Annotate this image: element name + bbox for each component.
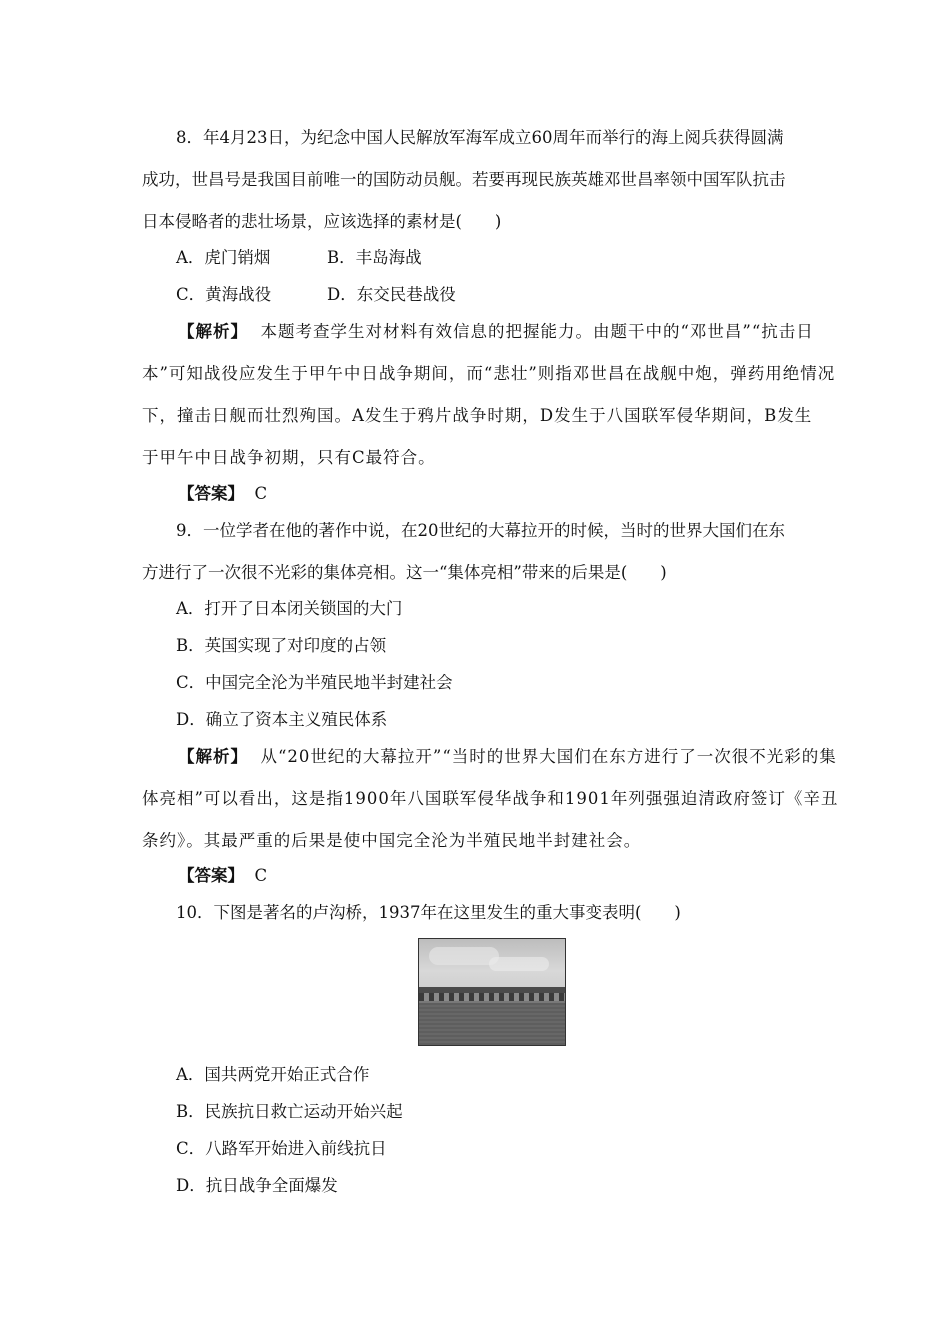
q8-stem-line-3: 日本侵略者的悲壮场景，应该选择的素材是( ) [142,212,502,231]
q8-option-row-1 [176,246,422,270]
q10-stem: 10．下图是著名的卢沟桥，1937年在这里发生的重大事变表明( ) [176,903,681,922]
q8-analysis-label: 【解析】 [178,322,248,341]
q10-option-a: A．国共两党开始正式合作 [176,1065,370,1084]
q8-option-a: A．虎门销烟 [176,248,271,267]
q8-answer [178,482,267,506]
q8-stem-line-2: 成功，世昌号是我国目前唯一的国防动员舰。若要再现民族英雄邓世昌率领中国军队抗击 [142,170,786,189]
q8-analysis-line-2: 本”可知战役应发生于甲午中日战争期间，而“悲壮”则指邓世昌在战舰中炮，弹药用绝情况 [142,364,836,383]
q9-analysis-line-3: 条约》。其最严重的后果是使中国完全沦为半殖民地半封建社会。 [142,831,642,850]
q8-option-b: B．丰岛海战 [327,248,422,267]
q10-option-b: B．民族抗日救亡运动开始兴起 [176,1102,403,1121]
q8-option-d: D．东交民巷战役 [327,285,456,304]
q9-analysis-label: 【解析】 [178,747,248,766]
q9-stem-line-2: 方进行了一次很不光彩的集体亮相。这一“集体亮相”带来的后果是( ) [142,563,667,582]
q9-analysis-line-2: 体亮相”可以看出，这是指1900年八国联军侵华战争和1901年列强强迫清政府签订《辛丑 [142,789,839,808]
q10-option-c: C．八路军开始进入前线抗日 [176,1139,387,1158]
q8-option-row-2 [176,283,456,307]
q9-analysis-line-1 [178,745,837,769]
q9-option-d: D．确立了资本主义殖民体系 [176,710,388,729]
q9-stem-line-1: 9．一位学者在他的著作中说，在20世纪的大幕拉开的时候，当时的世界大国们在东 [176,521,785,540]
q8-analysis-line-4: 于甲午中日战争初期，只有C最符合。 [142,448,436,467]
q9-answer-label: 【答案】 [178,866,244,885]
q8-option-c: C．黄海战役 [176,285,272,304]
q8-answer-value: C [254,484,268,503]
q9-answer [178,864,267,888]
lugou-bridge-photo [418,938,566,1046]
q9-answer-value: C [254,866,268,885]
q9-option-b: B．英国实现了对印度的占领 [176,636,387,655]
q10-option-d: D．抗日战争全面爆发 [176,1176,338,1195]
q9-analysis-text-1: 从“20世纪的大幕拉开”“当时的世界大国们在东方进行了一次很不光彩的集 [260,747,837,766]
q8-analysis-line-3: 下，撞击日舰而壮烈殉国。A发生于鸦片战争时期，D发生于八国联军侵华期间，B发生 [142,406,813,425]
q8-stem-line-1: 8．年4月23日，为纪念中国人民解放军海军成立60周年而举行的海上阅兵获得圆满 [176,128,784,147]
q9-option-a: A．打开了日本闭关锁国的大门 [176,599,403,618]
q8-analysis-line-1 [178,320,814,344]
q8-analysis-text-1: 本题考查学生对材料有效信息的把握能力。由题干中的“邓世昌”“抗击日 [260,322,814,341]
q8-answer-label: 【答案】 [178,484,244,503]
q9-option-c: C．中国完全沦为半殖民地半封建社会 [176,673,453,692]
